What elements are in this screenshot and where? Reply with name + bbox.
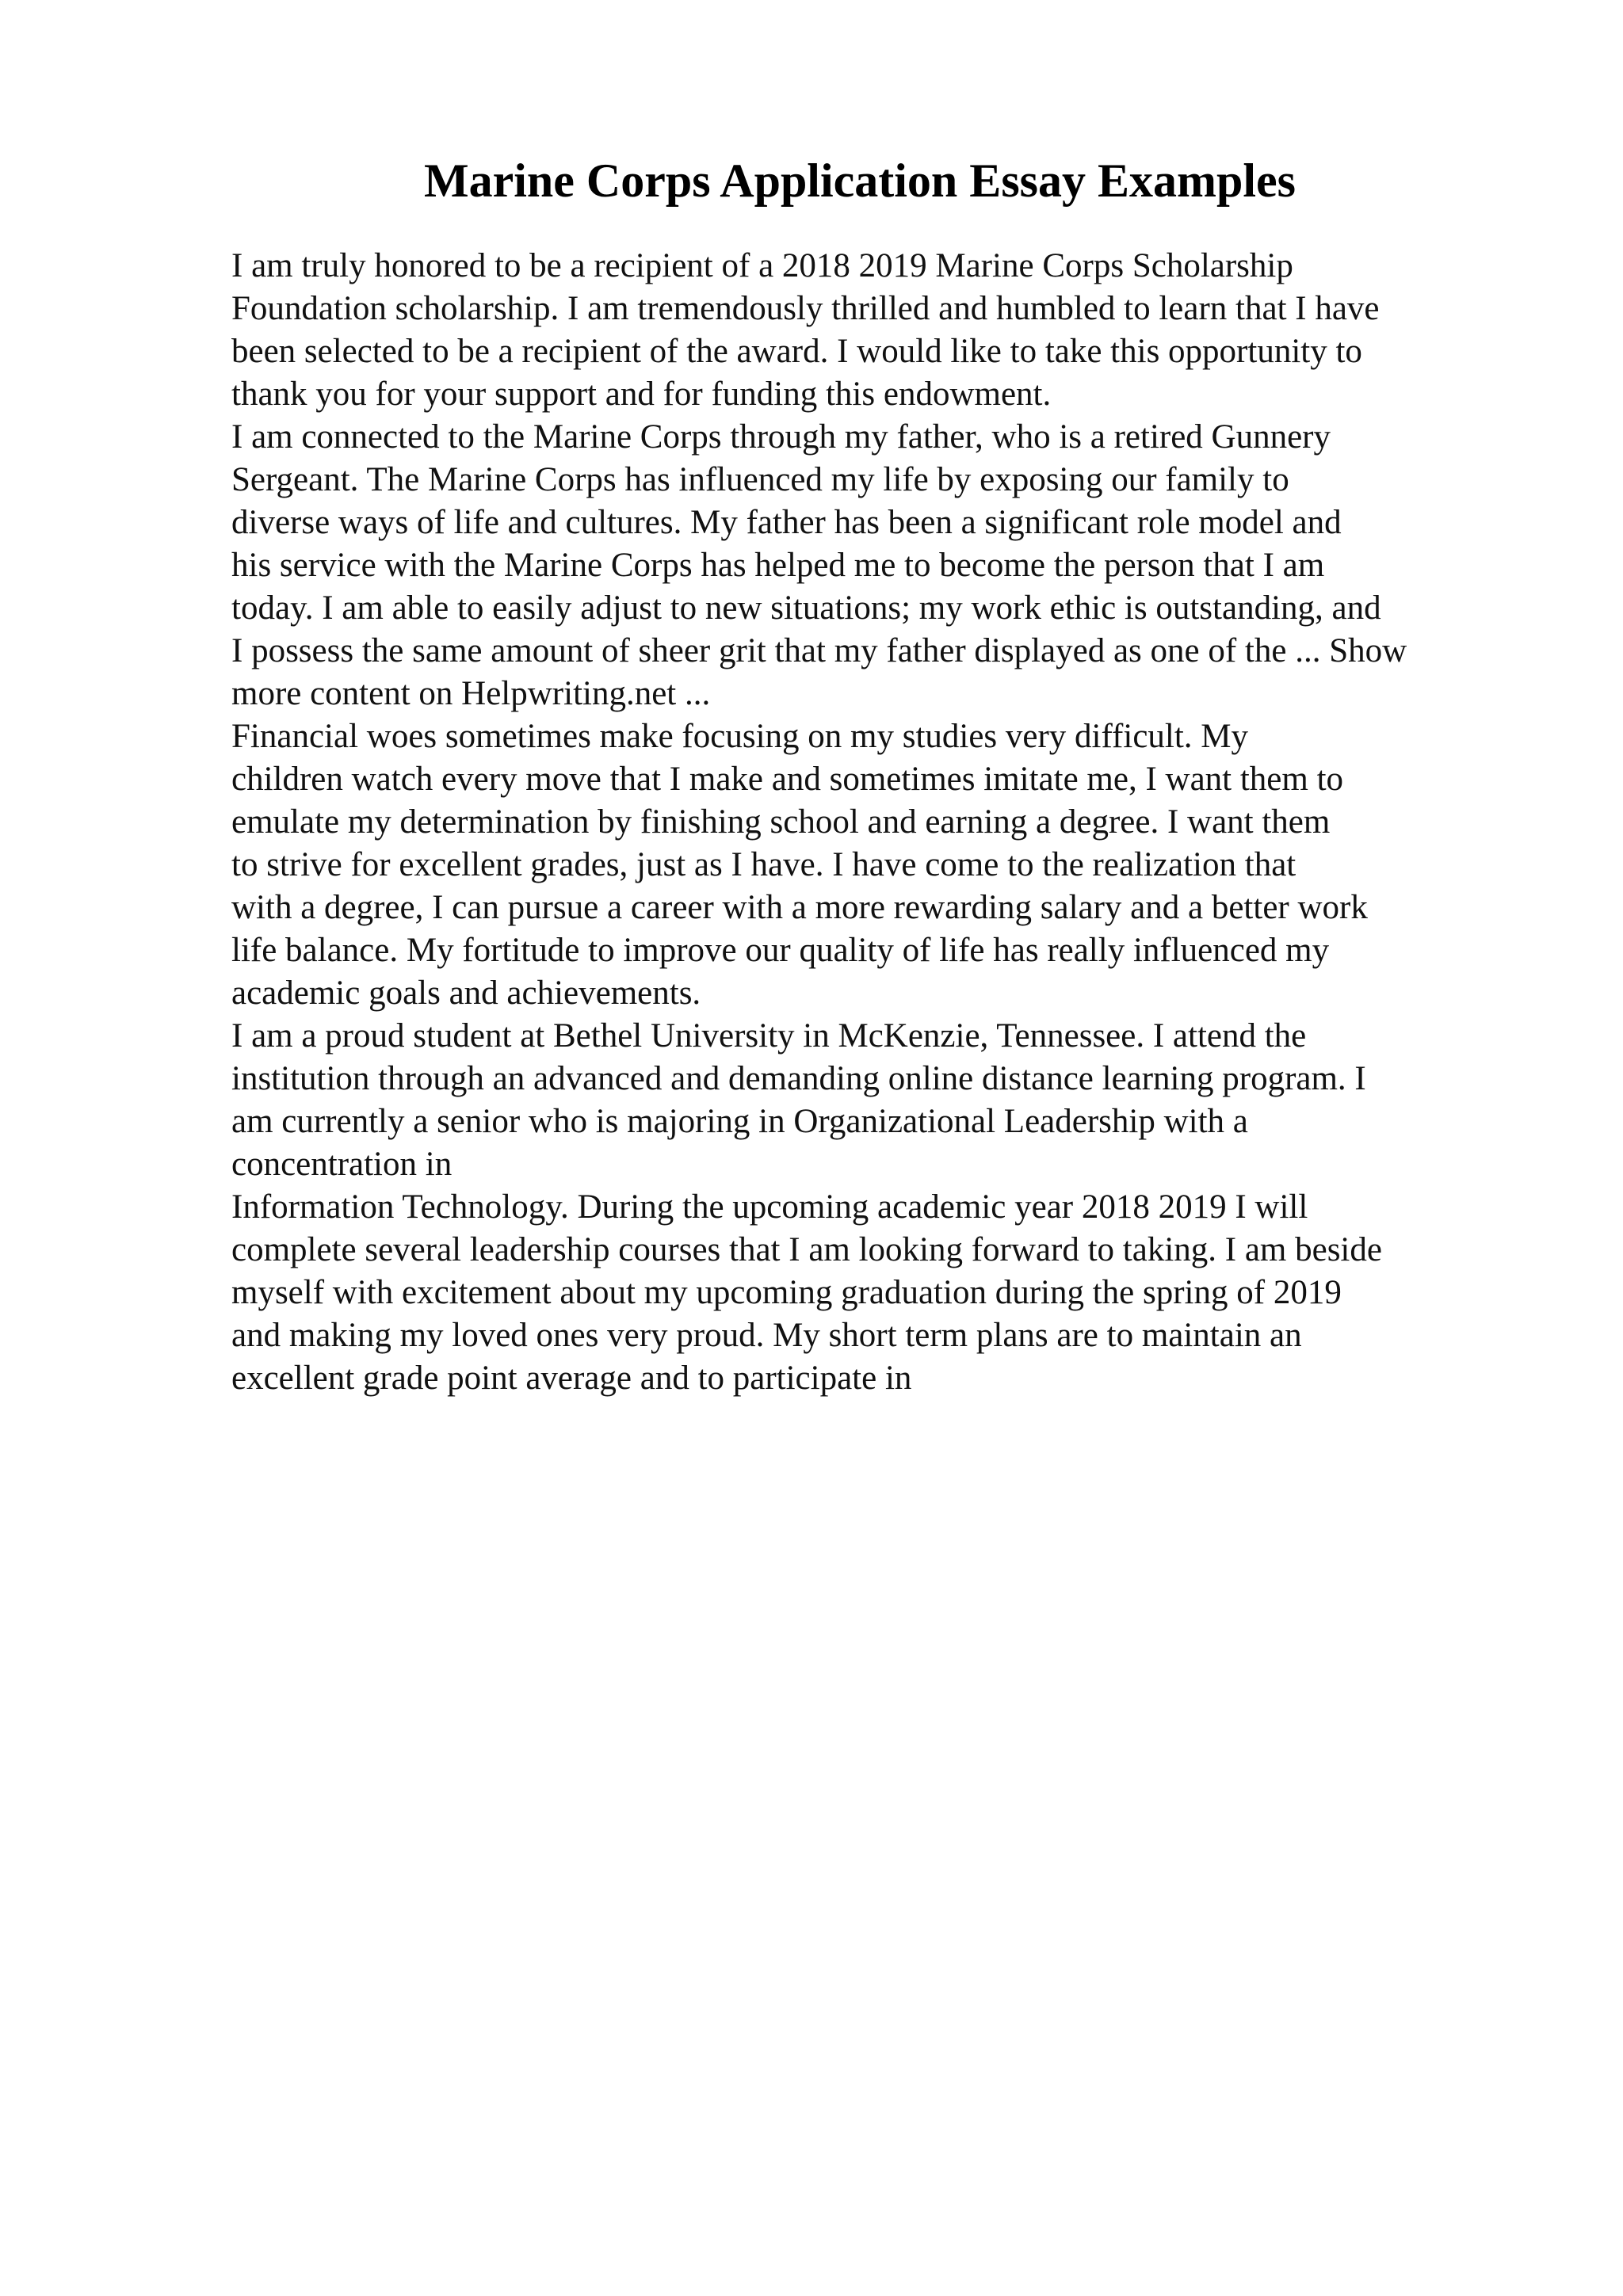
- text-line: diverse ways of life and cultures. My father has been a significant role model and: [231, 504, 1342, 541]
- text-line: I am connected to the Marine Corps through my father, who is a retired Gunnery: [231, 418, 1331, 456]
- text-line: Financial woes sometimes make focusing on my studies very difficult. My: [231, 718, 1249, 755]
- text-line: complete several leadership courses that I am looking forward to taking. I am beside: [231, 1231, 1382, 1268]
- text-line: Information Technology. During the upcoming academic year 2018 2019 I will: [231, 1188, 1308, 1226]
- text-line: academic goals and achievements.: [231, 974, 701, 1012]
- text-line: been selected to be a recipient of the award. I would like to take this opportunity to: [231, 333, 1362, 370]
- text-line: institution through an advanced and demanding online distance learning program. I: [231, 1060, 1366, 1097]
- text-line: am currently a senior who is majoring in Organizational Leadership with a: [231, 1103, 1248, 1140]
- text-line: to strive for excellent grades, just as I have. I have come to the realization that: [231, 846, 1296, 883]
- text-line: emulate my determination by finishing school and earning a degree. I want them: [231, 803, 1331, 841]
- text-line: I possess the same amount of sheer grit that my father displayed as one of the ... Show: [231, 632, 1407, 669]
- text-line: thank you for your support and for funding this endowment.: [231, 376, 1052, 413]
- text-line: concentration in: [231, 1146, 453, 1183]
- text-line: Foundation scholarship. I am tremendously thrilled and humbled to learn that I have: [231, 290, 1380, 327]
- essay-body: [231, 245, 1547, 1400]
- text-line: life balance. My fortitude to improve our quality of life has really influenced my: [231, 932, 1330, 969]
- document-title: Marine Corps Application Essay Examples: [423, 154, 1296, 207]
- text-line: I am a proud student at Bethel University in McKenzie, Tennessee. I attend the: [231, 1017, 1307, 1055]
- text-line: and making my loved ones very proud. My short term plans are to maintain an: [231, 1317, 1302, 1354]
- text-line: children watch every move that I make and sometimes imitate me, I want them to: [231, 761, 1344, 798]
- text-line: more content on Helpwriting.net ...: [231, 675, 711, 712]
- text-line: his service with the Marine Corps has helped me to become the person that I am: [231, 547, 1325, 584]
- text-line: myself with excitement about my upcoming graduation during the spring of 2019: [231, 1274, 1342, 1311]
- text-line: today. I am able to easily adjust to new situations; my work ethic is outstanding, and: [231, 589, 1381, 627]
- text-line: with a degree, I can pursue a career with a more rewarding salary and a better work: [231, 889, 1368, 926]
- text-line: Sergeant. The Marine Corps has influenced my life by exposing our family to: [231, 461, 1289, 498]
- text-line: I am truly honored to be a recipient of a 2018 2019 Marine Corps Scholarship: [231, 247, 1293, 284]
- text-line: excellent grade point average and to participate in: [231, 1360, 912, 1397]
